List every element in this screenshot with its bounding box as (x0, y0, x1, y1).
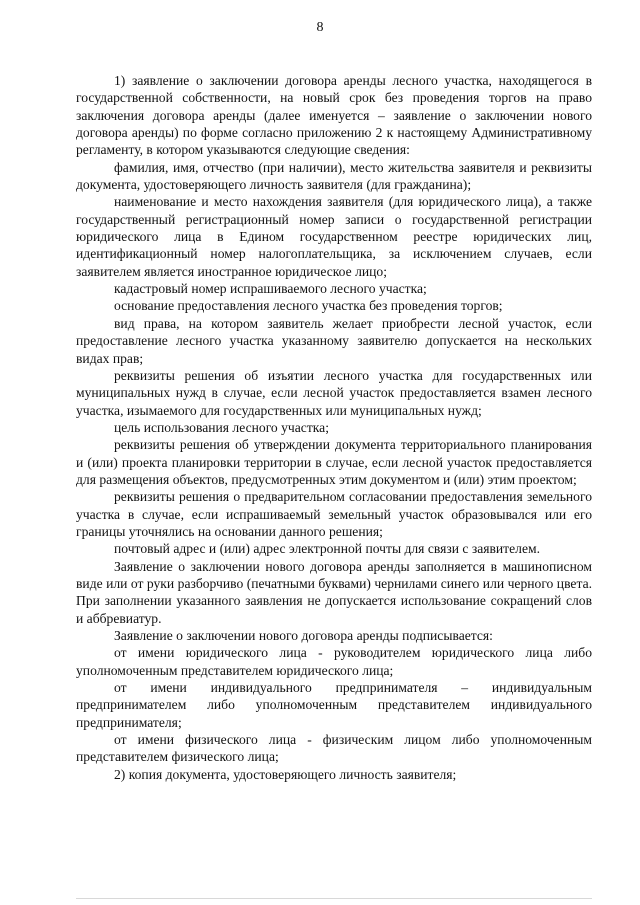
paragraph: кадастровый номер испрашиваемого лесного участка; (114, 281, 427, 297)
paragraph: почтовый адрес и (или) адрес электронной почты для связи с заявителем. (114, 541, 540, 557)
paragraph: реквизиты решения об изъятии лесного участка для государственных или муниципальных нужд в случае, если лесной участок предоставляется взамен лесного участка, изымаемого для государственных или муниципальных нужд; (76, 367, 592, 418)
paragraph: Заявление о заключении нового договора аренды заполняется в машинописном виде или от руки разборчиво (печатными буквами) чернилами синего или черного цвета. При заполнении указанного заявления не допускается использование сокращений слов и аббревиатур. (76, 558, 592, 626)
paragraph: от имени юридического лица - руководителем юридического лица либо уполномоченным представителем юридического лица; (76, 645, 592, 678)
paragraph: от имени физического лица - физическим лицом либо уполномоченным представителем физического лица; (76, 732, 592, 765)
document-body (76, 72, 592, 783)
paragraph: от имени индивидуального предпринимателя – индивидуальным предпринимателем либо уполномоченным представителем индивидуального предпринимателя; (76, 680, 592, 730)
paragraph: реквизиты решения об утверждении документа территориального планирования и (или) проекта планировки территории в случае, если лесной участок предоставляется для размещения объектов, предусмотренных этим документом и (или) этим проектом; (76, 437, 592, 487)
page-bottom-divider (76, 898, 592, 899)
paragraph: Заявление о заключении нового договора аренды подписывается: (114, 628, 493, 643)
paragraph: реквизиты решения о предварительном согласовании предоставления земельного участка в случае, если испрашиваемый земельный участок образовывался или его границы уточнялись на основании данного решения; (76, 489, 592, 539)
paragraph: основание предоставления лесного участка без проведения торгов; (114, 298, 503, 314)
paragraph: вид права, на котором заявитель желает приобрести лесной участок, если предоставление лесного участка указанному заявителю допускается на нескольких видах прав; (76, 315, 592, 366)
paragraph: наименование и место нахождения заявителя (для юридического лица), а также государственный регистрационный номер записи о государственной регистрации юридического лица в Едином государственном реестре юридических лиц, идентификационный номер налогоплательщика, за исключением случаев, если заявителем является иностранное юридическое лицо; (76, 194, 592, 279)
paragraph: 2) копия документа, удостоверяющего личность заявителя; (114, 766, 457, 782)
paragraph: 1) заявление о заключении договора аренды лесного участка, находящегося в государственной собственности, на новый срок без проведения торгов на право заключения договора аренды (далее именуется – заявление о заключении нового договора аренды) по форме согласно приложению 2 к настоящему Административному регламенту, в котором указываются следующие сведения: (76, 73, 592, 158)
paragraph: фамилия, имя, отчество (при наличии), место жительства заявителя и реквизиты документа, удостоверяющего личность заявителя (для гражданина); (76, 159, 592, 193)
page-number: 8 (316, 20, 324, 35)
paragraph: цель использования лесного участка; (114, 419, 329, 435)
